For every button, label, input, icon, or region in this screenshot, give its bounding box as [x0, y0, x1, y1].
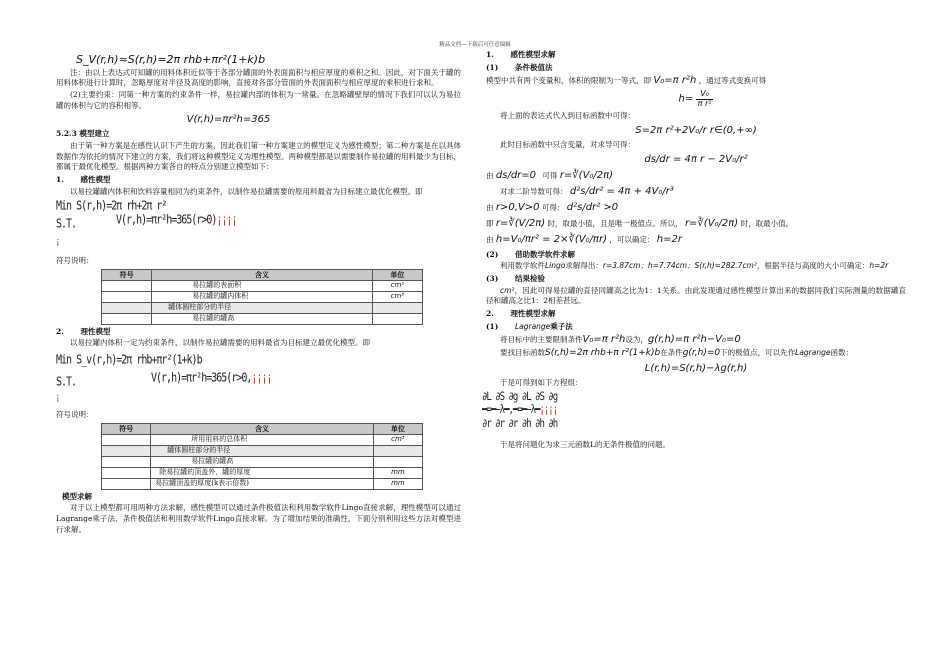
s2a-title-italic: Lagrange: [514, 321, 551, 331]
p1-tail: ，通过等式变换可得: [698, 76, 767, 86]
col-meaning: 含义: [152, 269, 373, 280]
cell-meaning: 易拉罐顶盖的厚度(k表示倍数): [151, 478, 374, 489]
p12-c: 下的极值点，可以先作: [720, 348, 796, 358]
equation-volume: V(r,h)=πr²h=365: [186, 114, 271, 126]
symbol-label-2: 符号说明：: [56, 410, 94, 420]
model2-constraint: [151, 370, 272, 388]
p8-line: [486, 233, 906, 247]
p6-equation: r>0,V>0: [495, 202, 540, 214]
l-equation: L(r,h)=S(r,h)−λg(r,h): [644, 363, 748, 375]
cell-meaning: 罐体圆柱部分的半径: [152, 302, 373, 313]
model1-formula-block: [56, 198, 461, 256]
s2a-number: (1): [486, 321, 499, 331]
cell-symbol: [102, 434, 151, 445]
cell-symbol: [102, 478, 151, 489]
solve-paragraph: 对于以上模型都可用两种方法求解，感性模型可以通过条件极值法和利用数学软件Lingo直接求解，理性模型可以通过Lagrange乘子法、条件极值法和利用数学软件Lingo直接求解。为了增加结果的准确性，下面分别利用这些方法对模型进行求解。: [56, 503, 461, 534]
table-row: [102, 280, 423, 291]
h-equation: [486, 90, 906, 109]
p8-result: h=2r: [656, 234, 682, 246]
cell-unit: cm²: [372, 280, 422, 291]
s1b-title: 借助数学软件求解: [514, 249, 575, 259]
p12-eq2: g(r,h)=0: [682, 348, 721, 359]
p9-h: h=2r: [869, 261, 889, 271]
system-row-2-text: ━=━−λ━,━=━−λ━: [482, 404, 540, 417]
cell-symbol: [102, 313, 152, 324]
right-column: [482, 50, 906, 452]
left-column: [56, 52, 461, 536]
s1b-number: (2): [486, 249, 499, 259]
p6-mid: 可得：: [541, 203, 565, 213]
p9-result: r=3.87cm；h=7.74cm；S(r,h)=282.7cm²: [602, 261, 757, 271]
model1-constraint-text: V(r,h)=πr²h=365(r>0): [116, 213, 217, 228]
p4-result: r=∛(V₀/2π): [559, 169, 614, 181]
model1-heading: [56, 175, 461, 186]
p8-mid: ，可以确定：: [609, 235, 655, 245]
p7-d: r=∛(V₀/2π): [684, 218, 739, 230]
p12-b: 在条件: [660, 348, 683, 358]
table-row: [102, 467, 423, 478]
cell-meaning: 罐体圆柱部分的半径: [151, 445, 374, 456]
cell-unit: [373, 456, 422, 467]
p11-a: 将目标中的主要限制条件: [500, 335, 583, 345]
p14: 于是将问题化为求三元函数L的无条件极值的问题。: [500, 439, 670, 449]
model2-constraint-text: V(r,h)=πr²h=365(r>0,: [151, 371, 252, 386]
p6-result: d²s/dr² >0: [566, 202, 619, 214]
cell-unit: [372, 302, 422, 313]
model2-st-label: S.T.: [56, 375, 77, 390]
cell-symbol: [102, 302, 152, 313]
p9-b: 求解得出：: [565, 261, 603, 271]
symbol-table-2: [101, 423, 423, 490]
cell-meaning: 易拉罐的表面积: [152, 280, 373, 291]
cell-meaning: 易拉罐的罐内体积: [152, 291, 373, 302]
cell-unit: mm: [373, 467, 422, 478]
cell-symbol: [102, 291, 152, 302]
s1c-heading: [486, 274, 906, 285]
symbol-label-1: 符号说明：: [56, 256, 94, 266]
cell-unit: [373, 445, 422, 456]
col-symbol: 符号: [102, 423, 151, 434]
col-unit: 单位: [373, 423, 422, 434]
cell-meaning: 易拉罐的罐高: [151, 456, 374, 467]
p12-eq: S(r,h)=2π rhb+π r²(1+k)b: [545, 348, 661, 359]
s1-heading: [486, 50, 906, 61]
col-meaning: 含义: [151, 423, 374, 434]
section-title: 5.2.3 模型建立: [56, 129, 110, 139]
p12-lagrange: Lagrange: [795, 348, 831, 358]
model2-title: 理性模型: [80, 326, 111, 336]
model2-garbled-tail: ¡¡¡¡: [251, 371, 272, 386]
h-fraction: [696, 90, 714, 109]
p12-d: 函数：: [830, 348, 853, 358]
cell-unit: cm³: [373, 434, 422, 445]
p10-text: ，因此可得易拉罐的直径同罐高之比为1：1关系。由此发现通过感性模型计算出来的数据同我们实际测量的数据罐直径和罐高之比1：2相差甚远。: [486, 285, 906, 306]
s1c-title: 结果检验: [514, 273, 545, 283]
s2a-heading: [486, 322, 906, 333]
p4-equation: ds/dr=0: [495, 169, 537, 181]
p9-a: 利用数学软件: [500, 261, 545, 271]
p7-a: 即: [486, 219, 494, 229]
p6-line: [486, 201, 906, 215]
model2-objective: Min S_v(r,h)=2π rhb+πr²(1+k)b: [56, 353, 202, 368]
p4-pre: 由: [486, 170, 494, 180]
system-garbled-tail: ¡¡¡¡: [539, 404, 558, 417]
h-numerator: V₀: [696, 90, 714, 100]
cell-unit: [372, 313, 422, 324]
p9-lingo: Lingo: [545, 261, 566, 271]
model2-paragraph: 以易拉罐内体积一定为约束条件，以制作易拉罐需要的用料最省为目标建立最优化模型。即: [70, 338, 370, 348]
s2-heading: [486, 309, 906, 320]
s1b-heading: [486, 250, 906, 261]
cell-symbol: [102, 456, 151, 467]
p2: 将上面的表达式代入到目标函数中可得：: [500, 111, 635, 121]
equation-surface-volume: S_V(r,h)≈S(r,h)=2π rhb+πr²(1+k)b: [76, 53, 266, 66]
symbol-table-1: [101, 269, 423, 325]
model2-number: 2.: [56, 326, 64, 336]
p8-equation: h=V₀/πr² = 2×∛(V₀/πr): [495, 234, 607, 246]
model2-heading: [56, 327, 461, 338]
p11-b: 设为，: [625, 335, 648, 345]
s-equation: S=2π r²+2V₀/r r∈(0,+∞): [635, 124, 757, 136]
p4-line: [486, 169, 906, 183]
model1-title: 感性模型: [80, 174, 111, 184]
p7-c: 时，取最小值，且是唯一极值点。所以，: [547, 219, 683, 229]
p10: [486, 286, 906, 307]
p9-c: ，根据半径与高度的大小可确定：: [756, 261, 870, 271]
table-row: [102, 478, 423, 489]
cell-meaning: 除易拉罐的顶盖外，罐的厚度: [151, 467, 374, 478]
p1-equation: V₀=π r²h: [653, 75, 697, 87]
p7-e: 时，取最小值。: [740, 219, 794, 229]
system-row-1: ∂L ∂S ∂g ∂L ∂S ∂g: [482, 391, 558, 404]
p4-mid: 可得: [542, 170, 558, 180]
col-symbol: 符号: [102, 269, 152, 280]
h-lhs: h=: [678, 93, 694, 105]
solve-title: 模型求解: [62, 491, 92, 501]
table-row: [102, 302, 423, 313]
cell-symbol: [102, 445, 151, 456]
p1-text: 模型中共有两个变量和，体积的限制为一等式，即: [486, 76, 651, 86]
p5-text: 对求二阶导数可得：: [500, 186, 568, 196]
p12-a: 要找目标函数: [500, 348, 545, 358]
note-paragraph: 注：由以上表达式可知罐的用料体积近似等于各部分罐面的外表面面积与相应厚度的乘积之和。因此，对下面关于罐的用料体积进行计算时，忽略厚度对半径及高度的影响，直接对各部分管面的外表面面积与相应厚度的乘积进行求和。: [56, 67, 461, 88]
p10-unit: cm²: [500, 285, 515, 295]
model1-number: 1.: [56, 174, 64, 184]
p12: [486, 347, 906, 360]
s2a-title: 乘子法: [550, 321, 573, 331]
p5-line: [500, 185, 906, 199]
s1c-number: (3): [486, 273, 499, 283]
p11-line: [500, 333, 906, 347]
p11-eq1: V₀=π r²h: [582, 334, 626, 346]
s1a-title: 条件极值法: [514, 62, 553, 72]
model2-garbled-mark: ¡: [56, 393, 60, 404]
p13: 于是可得到如下方程组：: [500, 378, 583, 388]
p7-line: [486, 217, 906, 231]
table-row: [102, 313, 423, 324]
p7-b: r=∛(V/2π): [495, 218, 546, 230]
model2-formula-block: [56, 350, 461, 410]
model1-st-label: S.T.: [56, 217, 77, 232]
main-constraint-paragraph: (2)主要约束：同第一种方案的约束条件一样，易拉罐内部的体积为一常量。在忽略罐壁厚的情况下我们可以认为易拉罐的体积与它的容积相等。: [56, 89, 461, 110]
p3: 此时目标函数中只含变量，对求导可得：: [500, 139, 635, 149]
model1-constraint: [116, 212, 237, 230]
s1-number: 1.: [486, 50, 494, 59]
p9: [486, 261, 906, 272]
p6-pre: 由: [486, 203, 494, 213]
table-row: [102, 456, 423, 467]
section-paragraph: 由于第一种方案是在感性认识下产生的方案，因此我们第一种方案建立的模型定义为感性模型；第二种方案是在以具体数据作为依托的情况下建立的方案，我们将这种模型定义为理性模型。两种模型都是以需要制作易拉罐的用料最少为目标，都属于最优化模型。根据两种方案各自的特点分别建立模型如下：: [56, 141, 461, 172]
model1-garbled-tail: ¡¡¡¡: [216, 213, 237, 228]
page-header: 精品文档---下载后可任意编辑: [439, 42, 511, 48]
model1-paragraph: 以易拉罐罐内体积和饮料容量相同为约束条件，以制作易拉罐需要的原用料最省为目标建立最优化模型。即: [70, 186, 423, 196]
p11-eq2: g(r,h)=π r²h−V₀=0: [647, 334, 741, 346]
table-row: [102, 291, 423, 302]
p8-pre: 由: [486, 235, 494, 245]
model1-objective: Min S(r,h)=2π rh+2π r²: [56, 199, 167, 214]
system-row-3: ∂r ∂r ∂r ∂h ∂h ∂h: [482, 418, 558, 431]
p5-equation: d²s/dr² = 4π + 4V₀/r³: [569, 185, 674, 197]
table-row: [102, 445, 423, 456]
h-denominator: π r²: [697, 99, 712, 109]
table-row: [102, 434, 423, 445]
model1-garbled-mark: ¡: [56, 237, 60, 248]
cell-symbol: [102, 467, 151, 478]
s1a-number: (1): [486, 62, 499, 72]
s1-title: 感性模型求解: [510, 50, 556, 59]
cell-unit: mm: [373, 478, 422, 489]
col-unit: 单位: [372, 269, 422, 280]
s1a-heading: [486, 63, 906, 74]
cell-unit: cm³: [372, 291, 422, 302]
equation-system: [482, 390, 906, 440]
ds-equation: ds/dr = 4π r − 2V₀/r²: [644, 153, 748, 165]
cell-symbol: [102, 280, 152, 291]
cell-meaning: 易拉罐的罐高: [152, 313, 373, 324]
p1-line: [486, 74, 906, 88]
cell-meaning: 所用用料的总体积: [151, 434, 374, 445]
s2-title: 理性模型求解: [510, 308, 556, 318]
s2-number: 2.: [486, 308, 494, 318]
